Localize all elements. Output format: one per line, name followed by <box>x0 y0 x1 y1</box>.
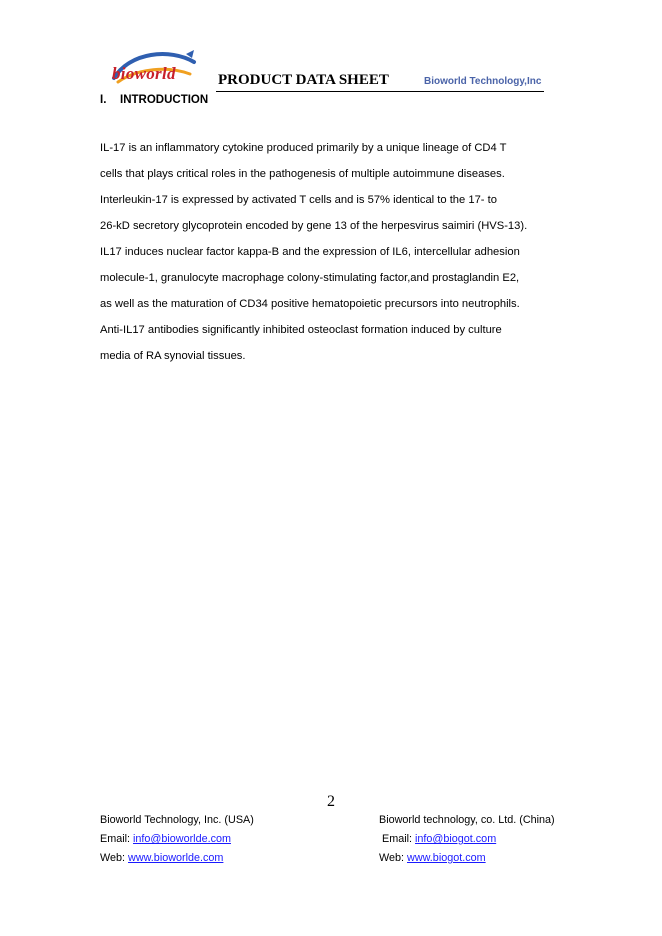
footer-usa <box>100 811 254 868</box>
section-title: INTRODUCTION <box>120 94 209 106</box>
paragraph-line: Interleukin-17 is expressed by activated T cells and is 57% identical to the 17- to <box>100 194 497 206</box>
page-number: 2 <box>327 793 335 810</box>
footer-china-company: Bioworld technology, co. Ltd. (China) <box>379 814 555 826</box>
footer-china-email-label: Email: <box>382 833 415 845</box>
page-title: PRODUCT DATA SHEET <box>218 72 389 88</box>
paragraph-line: IL17 induces nuclear factor kappa-B and the expression of IL6, intercellular adhesion <box>100 246 520 258</box>
footer-china-email-row <box>379 830 555 849</box>
footer-usa-web-label: Web: <box>100 852 129 864</box>
footer-usa-email-link[interactable]: info@bioworlde.com <box>133 833 231 845</box>
paragraph-line: 26-kD secretory glycoprotein encoded by gene 13 of the herpesvirus saimiri (HVS-13). <box>100 220 528 232</box>
paragraph-line: molecule-1, granulocyte macrophage colony-stimulating factor,and prostaglandin E2, <box>100 272 520 284</box>
footer-china-web-row <box>379 849 555 868</box>
paragraph-line: media of RA synovial tissues. <box>100 350 246 362</box>
footer-usa-email-row <box>100 830 254 849</box>
section-number: I. <box>100 94 107 106</box>
paragraph-line: cells that plays critical roles in the pathogenesis of multiple autoimmune diseases. <box>100 168 505 180</box>
footer-usa-web-link[interactable]: www.bioworlde.com <box>128 852 224 864</box>
footer-china-web-label: Web: <box>379 852 408 864</box>
paragraph-line: Anti-IL17 antibodies significantly inhibited osteoclast formation induced by culture <box>100 324 502 336</box>
footer-china <box>379 811 555 868</box>
footer-usa-email-label: Email: <box>100 833 133 845</box>
footer-usa-web-row <box>100 849 254 868</box>
introduction-paragraph <box>100 140 570 374</box>
logo-wordmark: bioworld <box>112 64 176 83</box>
footer-usa-company: Bioworld Technology, Inc. (USA) <box>100 814 254 826</box>
footer-china-web-link[interactable]: www.biogot.com <box>407 852 486 864</box>
paragraph-line: as well as the maturation of CD34 positive hematopoietic precursors into neutrophils. <box>100 298 520 310</box>
company-name: Bioworld Technology,Inc <box>424 76 542 87</box>
paragraph-line: IL-17 is an inflammatory cytokine produced primarily by a unique lineage of CD4 T <box>100 142 507 154</box>
footer-china-email-link[interactable]: info@biogot.com <box>415 833 497 845</box>
section-heading <box>100 94 208 106</box>
header-divider <box>216 91 544 92</box>
